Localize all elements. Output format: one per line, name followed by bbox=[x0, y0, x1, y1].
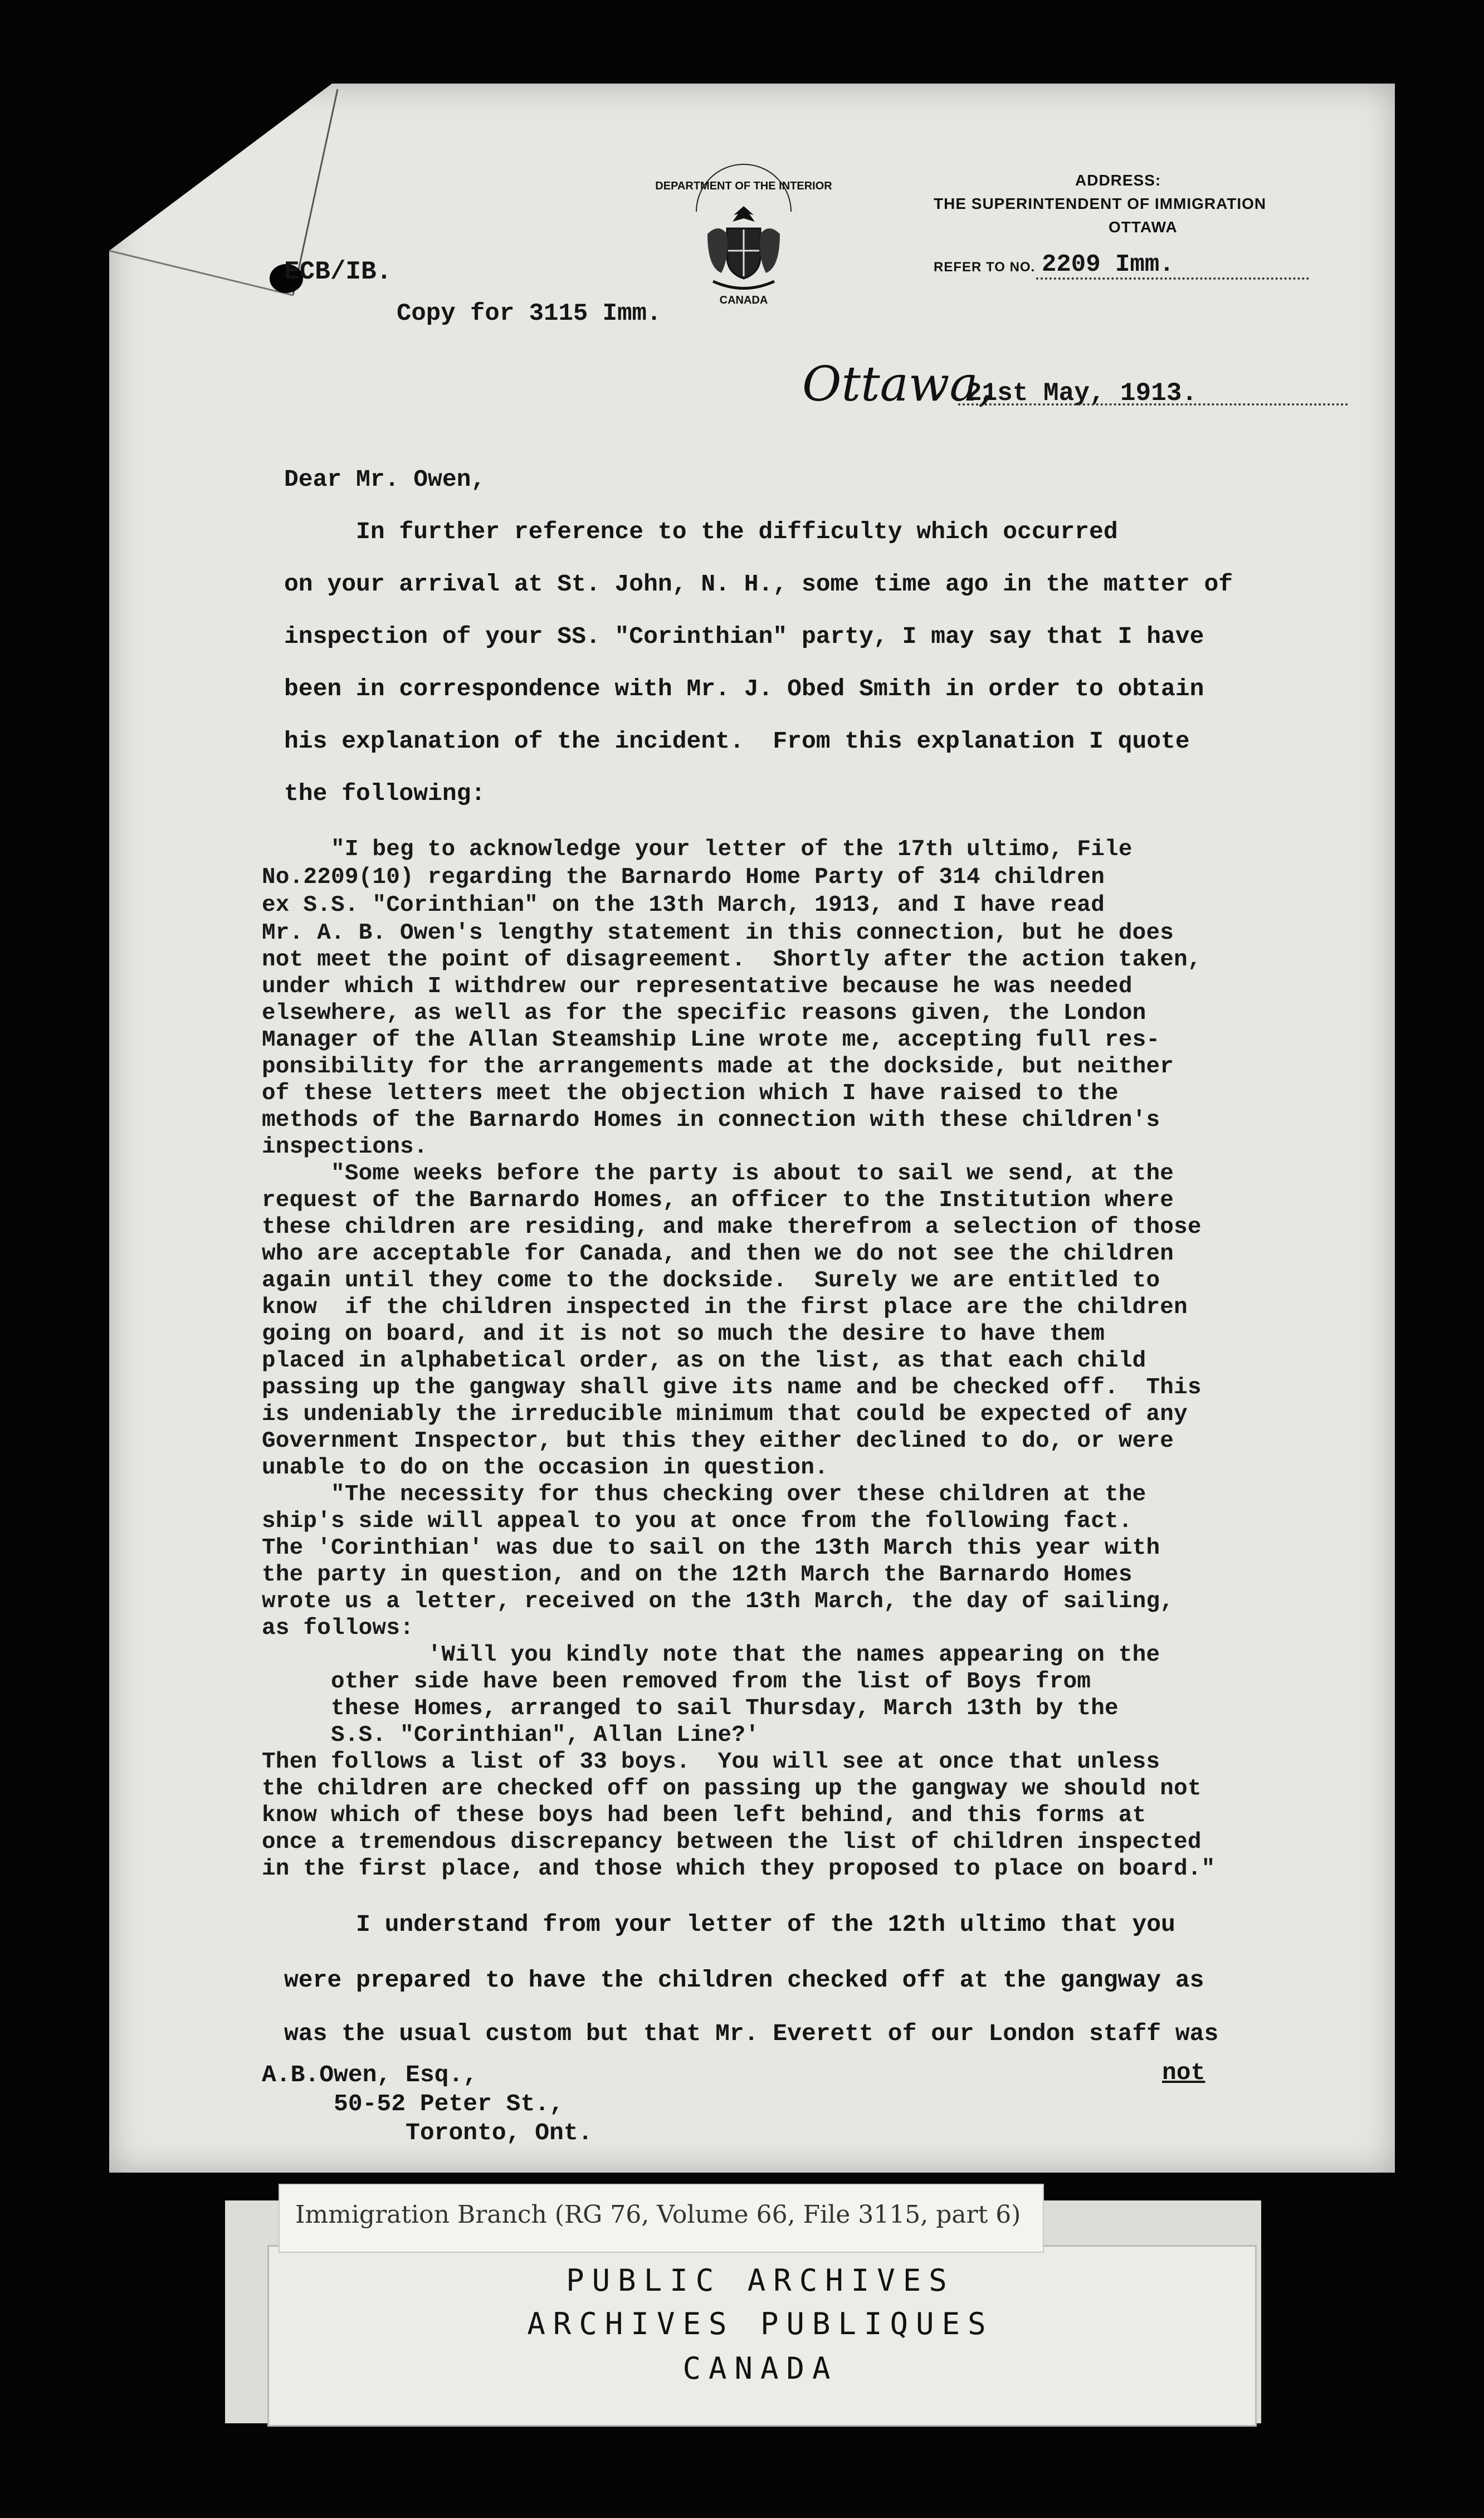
salutation: Dear Mr. Owen, bbox=[284, 466, 486, 493]
quote-line: under which I withdrew our representative because he was needed bbox=[262, 974, 1132, 999]
quote-line: placed in alphabetical order, as on the list, as that each child bbox=[262, 1348, 1146, 1374]
archive-country: CANADA bbox=[682, 2351, 838, 2386]
quote-line: in the first place, and those which they proposed to place on board." bbox=[262, 1856, 1215, 1882]
quote-line: Mr. A. B. Owen's lengthy statement in this connection, but he does bbox=[262, 920, 1174, 946]
letter-date: 21st May, 1913. bbox=[966, 379, 1198, 408]
quote-line: know which of these boys had been left behind, and this forms at bbox=[262, 1803, 1146, 1828]
quote-line: again until they come to the dockside. Surely we are entitled to bbox=[262, 1268, 1160, 1294]
quote-line: Government Inspector, but this they either declined to do, or were bbox=[262, 1428, 1174, 1454]
quote-line: once a tremendous discrepancy between the list of children inspected bbox=[262, 1829, 1202, 1855]
quote-line: The 'Corinthian' was due to sail on the 13th March this year with bbox=[262, 1535, 1160, 1561]
quote-line: "Some weeks before the party is about to sail we send, at the bbox=[262, 1161, 1174, 1187]
quote-line: as follows: bbox=[262, 1616, 414, 1641]
quote-line: No.2209(10) regarding the Barnardo Home Party of 314 children bbox=[262, 865, 1105, 890]
archive-name-french: ARCHIVES PUBLIQUES bbox=[527, 2306, 994, 2341]
paragraph-line: his explanation of the incident. From this explanation I quote bbox=[284, 728, 1190, 755]
address-line-2: OTTAWA bbox=[1109, 218, 1178, 236]
paragraph-line: were prepared to have the children checked off at the gangway as bbox=[284, 1966, 1204, 1994]
quote-line: passing up the gangway shall give its name and be checked off. This bbox=[262, 1375, 1202, 1400]
catchword: not bbox=[1162, 2059, 1205, 2086]
refer-underline bbox=[1036, 277, 1309, 280]
quote-line: ponsibility for the arrangements made at the dockside, but neither bbox=[262, 1054, 1174, 1080]
paragraph-line: the following: bbox=[284, 780, 486, 807]
quote-line: S.S. "Corinthian", Allan Line?' bbox=[262, 1722, 759, 1748]
place-of-writing: Ottawa, bbox=[802, 357, 994, 412]
seal-text-top: DEPARTMENT OF THE INTERIOR bbox=[655, 180, 832, 192]
quote-line: ex S.S. "Corinthian" on the 13th March, 1913, and I have read bbox=[262, 892, 1105, 918]
quote-line: methods of the Barnardo Homes in connection with these children's bbox=[262, 1107, 1160, 1133]
paragraph-line: In further reference to the difficulty which occurred bbox=[284, 518, 1118, 545]
address-title: ADDRESS: bbox=[1075, 172, 1161, 189]
quote-line: the children are checked off on passing up the gangway we should not bbox=[262, 1776, 1202, 1802]
quote-line: other side have been removed from the list of Boys from bbox=[262, 1669, 1091, 1695]
copy-note: Copy for 3115 Imm. bbox=[397, 300, 662, 328]
quote-line: these children are residing, and make therefrom a selection of those bbox=[262, 1214, 1202, 1240]
addressee-line: Toronto, Ont. bbox=[262, 2119, 593, 2146]
quote-line: going on board, and it is not so much the desire to have them bbox=[262, 1321, 1105, 1347]
paragraph-line: was the usual custom but that Mr. Everett of our London staff was bbox=[284, 2020, 1219, 2047]
archive-file-reference: Immigration Branch (RG 76, Volume 66, File 3115, part 6) bbox=[295, 2200, 1021, 2229]
reference-initials: ECB/IB. bbox=[284, 257, 392, 286]
quote-line: "I beg to acknowledge your letter of the 17th ultimo, File bbox=[262, 837, 1132, 862]
seal-text-bottom: CANADA bbox=[719, 294, 768, 306]
quote-line: "The necessity for thus checking over these children at the bbox=[262, 1482, 1146, 1507]
quote-line: request of the Barnardo Homes, an officer to the Institution where bbox=[262, 1188, 1174, 1213]
quote-line: who are acceptable for Canada, and then we do not see the children bbox=[262, 1241, 1174, 1267]
quote-line: is undeniably the irreducible minimum that could be expected of any bbox=[262, 1402, 1188, 1427]
refer-label: REFER TO NO. bbox=[934, 260, 1036, 275]
quote-line: Then follows a list of 33 boys. You will see at once that unless bbox=[262, 1749, 1160, 1775]
quote-line: ship's side will appeal to you at once from the following fact. bbox=[262, 1509, 1132, 1534]
addressee-line: 50-52 Peter St., bbox=[262, 2090, 564, 2117]
quote-line: wrote us a letter, received on the 13th March, the day of sailing, bbox=[262, 1589, 1174, 1614]
quote-line: of these letters meet the objection which I have raised to the bbox=[262, 1081, 1119, 1106]
department-seal-icon bbox=[655, 167, 832, 312]
paragraph-line: inspection of your SS. "Corinthian" party, I may say that I have bbox=[284, 623, 1204, 650]
refer-number: 2209 Imm. bbox=[1042, 251, 1174, 279]
quote-line: these Homes, arranged to sail Thursday, March 13th by the bbox=[262, 1696, 1119, 1721]
quote-line: inspections. bbox=[262, 1134, 428, 1160]
date-underline bbox=[958, 403, 1348, 406]
quote-line: 'Will you kindly note that the names appearing on the bbox=[262, 1642, 1160, 1668]
quote-line: not meet the point of disagreement. Shortly after the action taken, bbox=[262, 947, 1202, 973]
paragraph-line: on your arrival at St. John, N. H., some time ago in the matter of bbox=[284, 570, 1233, 598]
archive-name-english: PUBLIC ARCHIVES bbox=[566, 2263, 955, 2298]
address-line-1: THE SUPERINTENDENT OF IMMIGRATION bbox=[934, 195, 1267, 212]
addressee-line: A.B.Owen, Esq., bbox=[262, 2061, 478, 2088]
quote-line: the party in question, and on the 12th March the Barnardo Homes bbox=[262, 1562, 1132, 1588]
quote-line: unable to do on the occasion in question. bbox=[262, 1455, 828, 1481]
quote-line: elsewhere, as well as for the specific reasons given, the London bbox=[262, 1001, 1146, 1026]
paragraph-line: been in correspondence with Mr. J. Obed Smith in order to obtain bbox=[284, 675, 1204, 702]
paragraph-line: I understand from your letter of the 12th ultimo that you bbox=[284, 1911, 1175, 1938]
quote-line: know if the children inspected in the first place are the children bbox=[262, 1295, 1188, 1320]
quote-line: Manager of the Allan Steamship Line wrote me, accepting full res- bbox=[262, 1027, 1160, 1053]
